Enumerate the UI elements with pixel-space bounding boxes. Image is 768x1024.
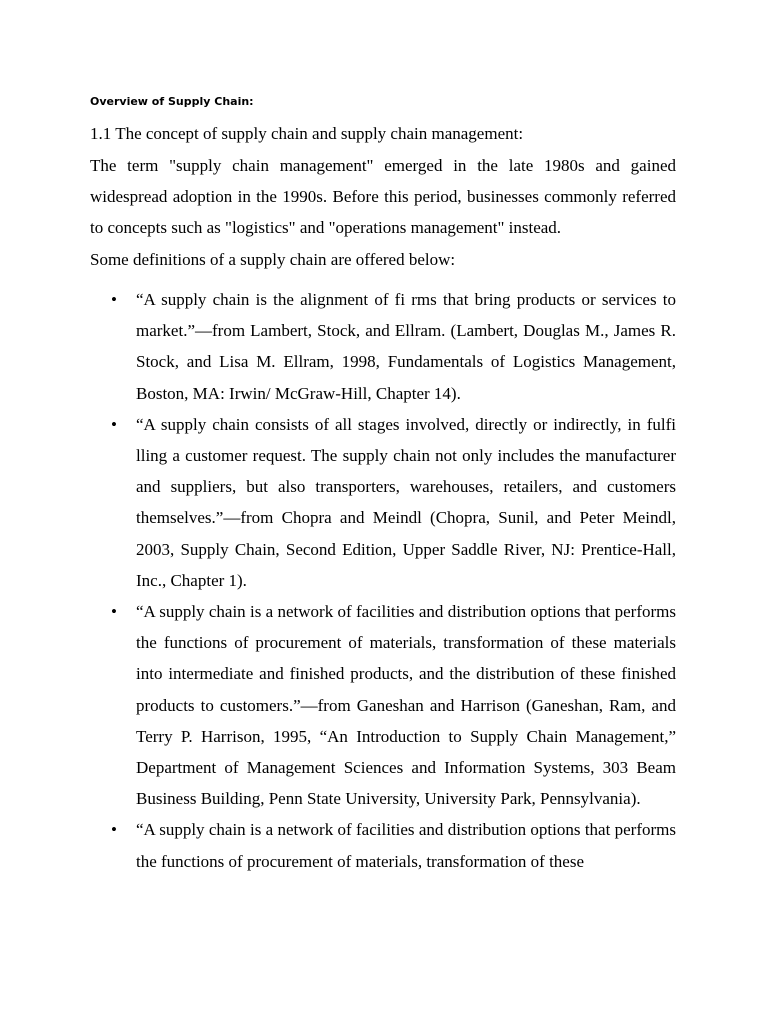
list-item-text: “A supply chain is a network of facilities and distribution options that performs the functions of procurement of materials, transformation of these — [136, 820, 676, 871]
list-item-text: “A supply chain is the alignment of fi rms that bring products or services to market.”—from Lambert, Stock, and Ellram. (Lambert, Douglas M., James R. Stock, and Lisa M. Ellram, 1998, Fundamentals of Logistics Management, Boston, MA: Irwin/ McGraw-Hill, Chapter 14). — [136, 290, 676, 403]
section-heading: Overview of Supply Chain: — [90, 95, 254, 108]
list-item — [0, 814, 676, 876]
intro-text: The term "supply chain management" emerged in the late 1980s and gained widespread adoption in the 1990s. Before this period, businesses commonly referred to concepts such as "logistics" and "operations management" instead. — [90, 156, 676, 238]
list-item — [0, 409, 676, 596]
subsection-heading: 1.1 The concept of supply chain and supply chain management: — [90, 124, 524, 143]
bullet-icon: • — [111, 414, 117, 434]
bullet-icon: • — [111, 290, 117, 309]
bullet-icon: • — [111, 602, 117, 622]
definitions-list — [0, 284, 768, 877]
list-item — [0, 596, 676, 814]
intro-last-line: Some definitions of a supply chain are offered below: — [90, 249, 456, 269]
intro-paragraph — [90, 150, 676, 275]
list-item-text: “A supply chain is a network of facilities and distribution options that performs the functions of procurement of materials, transformation of these materials into intermediate and finished products, and the distribution of these finished products to customers.”—from Ganeshan and Harrison (Ganeshan, Ram, and Terry P. Harrison, 1995, “An Introduction to Supply Chain Management,” Department of Management Sciences and Information Systems, 303 Beam Business Building, Penn State University, University Park, Pennsylvania). — [136, 602, 676, 809]
bullet-icon: • — [111, 820, 117, 840]
list-item — [0, 284, 676, 409]
list-item-text: “A supply chain consists of all stages involved, directly or indirectly, in fulfi lling a customer request. The supply chain not only includes the manufacturer and suppliers, but also transporters, warehouses, retailers, and customers themselves.”—from Chopra and Meindl (Chopra, Sunil, and Peter Meindl, 2003, Supply Chain, Second Edition, Upper Saddle River, NJ: Prentice-Hall, Inc., Chapter 1). — [136, 414, 676, 590]
